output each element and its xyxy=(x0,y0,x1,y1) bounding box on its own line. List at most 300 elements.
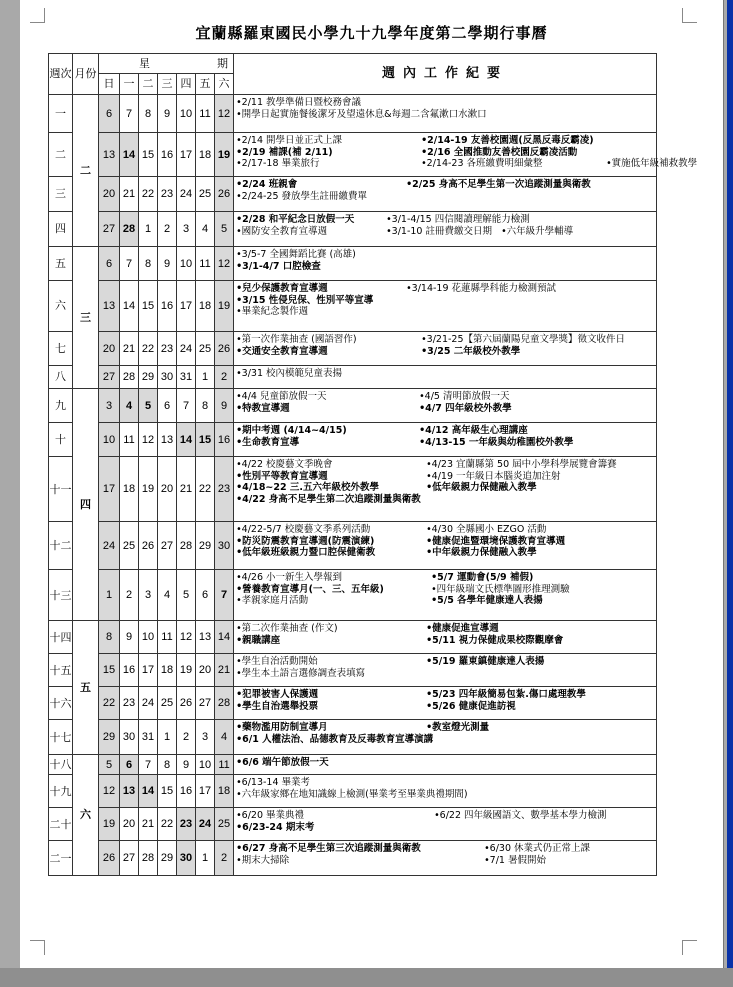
date-cell: 10 xyxy=(139,621,158,654)
day-header: 四 xyxy=(177,74,196,95)
month-header: 月份 xyxy=(73,54,99,95)
date-cell: 29 xyxy=(196,522,215,570)
note-item: •4/22 身高不足學生第二次追蹤測量與衛教 xyxy=(236,493,421,505)
date-cell: 14 xyxy=(120,133,139,177)
date-cell: 1 xyxy=(139,212,158,247)
calendar-table xyxy=(48,53,698,876)
date-cell: 19 xyxy=(139,457,158,522)
note-line xyxy=(236,571,654,583)
note-item: •6/22 四年級國語文、數學基本學力檢測 xyxy=(434,810,607,821)
note-line xyxy=(236,546,654,558)
note-item: •健康促進暨環境保護教育宣導週 xyxy=(426,535,566,547)
note-item: •期中考週 (4/14~4/15) xyxy=(236,425,347,436)
date-cell: 24 xyxy=(99,522,120,570)
week-number: 六 xyxy=(49,281,73,332)
date-cell: 16 xyxy=(215,423,234,457)
week-number: 二一 xyxy=(49,841,73,876)
week-row xyxy=(49,95,657,133)
date-cell: 20 xyxy=(99,332,120,366)
date-cell: 23 xyxy=(177,808,196,841)
note-item: •第一次作業抽查 (國語習作) xyxy=(236,334,357,345)
date-cell: 15 xyxy=(99,654,120,687)
week-work-notes xyxy=(234,457,657,522)
week-row xyxy=(49,621,657,654)
week-work-notes xyxy=(234,177,657,212)
note-item: •3/14-19 花蓮縣學科能力檢測預試 xyxy=(406,283,557,294)
date-cell: 6 xyxy=(196,570,215,621)
note-line xyxy=(236,225,654,237)
work-title: 週內工作紀要 xyxy=(382,66,509,81)
date-cell: 31 xyxy=(177,366,196,389)
note-line xyxy=(236,700,654,712)
note-line xyxy=(236,842,654,854)
date-cell: 28 xyxy=(177,522,196,570)
note-item: •親職講座 xyxy=(236,634,281,646)
week-work-notes xyxy=(234,841,657,876)
date-cell: 26 xyxy=(215,177,234,212)
date-cell: 2 xyxy=(158,212,177,247)
date-cell: 10 xyxy=(177,95,196,133)
date-cell: 28 xyxy=(120,366,139,389)
note-item: •六年級升學輔導 xyxy=(501,225,574,237)
date-cell: 8 xyxy=(196,389,215,423)
note-item: •5/19 羅東鎮健康達人表揚 xyxy=(426,656,545,667)
date-cell: 17 xyxy=(196,775,215,808)
note-item: •3/1-4/15 四信閱讀理解能力檢測 xyxy=(386,214,530,225)
date-cell: 6 xyxy=(99,95,120,133)
note-item: •2/14-19 友善校園週(反黑反毒反霸凌) xyxy=(421,135,594,146)
note-item: •六年級家鄉在地知識線上檢測(畢業考至畢業典禮期間) xyxy=(236,788,468,800)
note-line xyxy=(236,345,654,357)
week-work-notes xyxy=(234,133,698,177)
week-work-notes xyxy=(234,570,657,621)
note-item: •學生自治選舉投票 xyxy=(236,700,319,712)
week-row xyxy=(49,654,657,687)
date-cell: 7 xyxy=(120,247,139,281)
note-item: •交通安全教育宣導週 xyxy=(236,345,328,357)
date-cell: 23 xyxy=(120,687,139,720)
note-item: •學生本土語言選修調查表填寫 xyxy=(236,667,366,679)
date-cell: 4 xyxy=(196,212,215,247)
note-line xyxy=(236,436,654,448)
day-header: 一 xyxy=(120,74,139,95)
note-item: •生命教育宣導 xyxy=(236,436,300,448)
week-number: 十一 xyxy=(49,457,73,522)
note-item: •兒少保護教育宣導週 xyxy=(236,283,328,294)
note-item: •4/13-15 一年級與幼稚園校外教學 xyxy=(419,436,574,448)
note-item: •3/31 校內模範兒童表揚 xyxy=(236,368,343,379)
date-cell: 19 xyxy=(177,654,196,687)
period-label: 期 xyxy=(217,56,228,70)
date-cell: 4 xyxy=(158,570,177,621)
note-line xyxy=(236,493,654,505)
note-item: •3/15 性侵兒保、性別平等宣導 xyxy=(236,294,374,306)
date-cell: 28 xyxy=(215,687,234,720)
date-cell: 5 xyxy=(215,212,234,247)
note-item: •3/5-7 全國舞蹈比賽 (高雄) xyxy=(236,249,356,260)
date-cell: 22 xyxy=(139,177,158,212)
note-item: •防災防震教育宣導週(防震演練) xyxy=(236,535,375,547)
date-cell: 1 xyxy=(196,366,215,389)
week-number: 十三 xyxy=(49,570,73,621)
week-work-notes xyxy=(234,332,657,366)
week-row xyxy=(49,177,657,212)
date-cell: 21 xyxy=(215,654,234,687)
date-cell: 7 xyxy=(139,755,158,775)
date-cell: 12 xyxy=(177,621,196,654)
weekday-header xyxy=(99,54,234,74)
date-cell: 11 xyxy=(196,95,215,133)
week-number: 二 xyxy=(49,133,73,177)
note-line xyxy=(236,424,654,436)
week-work-notes xyxy=(234,522,657,570)
date-cell: 22 xyxy=(139,332,158,366)
note-item: •藥物濫用防制宣導月 xyxy=(236,722,328,733)
date-cell: 4 xyxy=(120,389,139,423)
note-line xyxy=(236,282,654,294)
week-work-notes xyxy=(234,687,657,720)
note-line xyxy=(236,776,654,788)
week-number: 十六 xyxy=(49,687,73,720)
date-cell: 30 xyxy=(177,841,196,876)
note-item: •6/23-24 期末考 xyxy=(236,821,315,833)
date-cell: 14 xyxy=(215,621,234,654)
date-cell: 13 xyxy=(158,423,177,457)
week-number: 十九 xyxy=(49,775,73,808)
scrollbar-edge[interactable] xyxy=(727,0,733,987)
margin-mark xyxy=(30,940,45,955)
date-cell: 30 xyxy=(158,366,177,389)
week-number: 九 xyxy=(49,389,73,423)
date-cell: 17 xyxy=(177,133,196,177)
page-title: 宜蘭縣羅東國民小學九十九學年度第二學期行事曆 xyxy=(195,24,548,42)
week-number: 三 xyxy=(49,177,73,212)
note-item: •2/17-18 畢業旅行 xyxy=(236,158,320,169)
week-number: 五 xyxy=(49,247,73,281)
date-cell: 22 xyxy=(196,457,215,522)
week-row xyxy=(49,457,657,522)
date-cell: 13 xyxy=(196,621,215,654)
week-number: 七 xyxy=(49,332,73,366)
note-item: •低年級親力保健融入教學 xyxy=(426,482,537,493)
date-cell: 27 xyxy=(120,841,139,876)
week-number: 二十 xyxy=(49,808,73,841)
note-line xyxy=(236,190,654,202)
month-label: 三 xyxy=(73,247,99,389)
date-cell: 14 xyxy=(177,423,196,457)
date-cell: 27 xyxy=(99,212,120,247)
note-line xyxy=(236,481,654,493)
date-cell: 9 xyxy=(177,755,196,775)
note-item: •4/19 一年級日本腦炎追加注射 xyxy=(426,470,561,482)
date-cell: 10 xyxy=(177,247,196,281)
note-line xyxy=(236,294,654,306)
note-item: •四年級瑞文氏標準圖形推理測驗 xyxy=(431,583,570,595)
date-cell: 9 xyxy=(158,247,177,281)
date-cell: 5 xyxy=(177,570,196,621)
note-item: •3/25 二年級校外教學 xyxy=(421,345,521,357)
note-item: •健康促進宣導週 xyxy=(426,623,499,634)
date-cell: 3 xyxy=(99,389,120,423)
note-line xyxy=(236,655,654,667)
week-row xyxy=(49,570,657,621)
date-cell: 9 xyxy=(158,95,177,133)
date-cell: 25 xyxy=(196,332,215,366)
note-line xyxy=(236,458,654,470)
date-cell: 17 xyxy=(139,654,158,687)
date-cell: 31 xyxy=(139,720,158,755)
note-item: •4/23 宜蘭縣第 50 屆中小學科學展覽會籌賽 xyxy=(426,459,617,470)
week-number: 十七 xyxy=(49,720,73,755)
date-cell: 11 xyxy=(158,621,177,654)
date-cell: 27 xyxy=(99,366,120,389)
note-item: •教室燈光測量 xyxy=(426,722,490,733)
week-work-notes xyxy=(234,720,657,755)
week-work-notes xyxy=(234,212,657,247)
note-item: •5/23 四年級簡易包紮.傷口處理教學 xyxy=(426,689,586,700)
day-header: 二 xyxy=(139,74,158,95)
week-row xyxy=(49,755,657,775)
date-cell: 1 xyxy=(158,720,177,755)
note-item: •2/24 班親會 xyxy=(236,179,298,190)
week-number: 十八 xyxy=(49,755,73,775)
date-cell: 15 xyxy=(139,281,158,332)
week-work-notes xyxy=(234,281,657,332)
date-cell: 21 xyxy=(177,457,196,522)
note-item: •3/1-10 註冊費繳交日期 xyxy=(386,225,492,237)
note-line xyxy=(236,248,654,260)
date-cell: 23 xyxy=(215,457,234,522)
note-item: •6/20 畢業典禮 xyxy=(236,810,305,821)
date-cell: 1 xyxy=(196,841,215,876)
date-cell: 9 xyxy=(120,621,139,654)
work-title-header xyxy=(234,54,657,95)
margin-mark xyxy=(682,940,697,955)
note-item: •6/30 休業式仍正常上課 xyxy=(484,843,591,854)
week-row xyxy=(49,332,657,366)
date-cell: 8 xyxy=(139,247,158,281)
date-cell: 1 xyxy=(99,570,120,621)
week-row xyxy=(49,720,657,755)
date-cell: 20 xyxy=(158,457,177,522)
week-number: 十四 xyxy=(49,621,73,654)
date-cell: 3 xyxy=(196,720,215,755)
week-number: 四 xyxy=(49,212,73,247)
week-work-notes xyxy=(234,621,657,654)
date-cell: 17 xyxy=(99,457,120,522)
note-item: •6/13-14 畢業考 xyxy=(236,777,311,788)
margin-mark xyxy=(682,8,697,23)
week-number: 十 xyxy=(49,423,73,457)
note-item: •5/26 健康促進訪視 xyxy=(426,700,516,712)
note-line xyxy=(236,535,654,547)
note-item: •營養教育宣導月(一、三、五年級) xyxy=(236,583,384,595)
date-cell: 21 xyxy=(120,332,139,366)
date-cell: 19 xyxy=(215,133,234,177)
week-row xyxy=(49,687,657,720)
week-header: 週次 xyxy=(49,54,73,95)
date-cell: 13 xyxy=(99,281,120,332)
note-item: •2/14-23 各班繳費明細彙整 xyxy=(421,158,543,169)
date-cell: 24 xyxy=(177,177,196,212)
date-cell: 29 xyxy=(158,841,177,876)
date-cell: 28 xyxy=(120,212,139,247)
note-item: •6/1 人權法治、品德教育及反毒教育宣導演講 xyxy=(236,733,434,745)
note-line xyxy=(236,733,654,745)
date-cell: 23 xyxy=(158,332,177,366)
note-item: •2/14 開學日並正式上課 xyxy=(236,135,343,146)
date-cell: 6 xyxy=(99,247,120,281)
date-cell: 24 xyxy=(177,332,196,366)
note-line xyxy=(236,622,654,634)
date-cell: 20 xyxy=(196,654,215,687)
note-line xyxy=(236,594,654,606)
note-line xyxy=(236,788,654,800)
note-item: •4/5 清明節放假一天 xyxy=(419,391,510,402)
week-row xyxy=(49,522,657,570)
date-cell: 26 xyxy=(215,332,234,366)
note-item: •5/7 運動會(5/9 補假) xyxy=(431,572,534,583)
week-work-notes xyxy=(234,247,657,281)
note-item: •中年級親力保健融入教學 xyxy=(426,547,537,558)
note-item: •4/18~22 三.五六年級校外教學 xyxy=(236,482,380,493)
note-item: •學生自治活動開始 xyxy=(236,656,318,667)
date-cell: 7 xyxy=(120,95,139,133)
date-cell: 15 xyxy=(158,775,177,808)
date-cell: 13 xyxy=(120,775,139,808)
date-cell: 8 xyxy=(99,621,120,654)
date-cell: 11 xyxy=(196,247,215,281)
week-row xyxy=(49,133,657,177)
date-cell: 17 xyxy=(177,281,196,332)
note-line xyxy=(236,146,654,158)
note-line xyxy=(236,367,654,379)
date-cell: 25 xyxy=(158,687,177,720)
note-item: •2/11 教學準備日暨校務會議 xyxy=(236,97,362,108)
week-row xyxy=(49,808,657,841)
month-label: 四 xyxy=(73,389,99,621)
status-strip xyxy=(0,968,733,987)
note-item: •2/16 全國推動友善校園反霸凌活動 xyxy=(421,146,578,158)
date-cell: 11 xyxy=(215,755,234,775)
note-line xyxy=(236,260,654,272)
note-item: •3/1-4/7 口腔檢查 xyxy=(236,260,321,272)
date-cell: 27 xyxy=(158,522,177,570)
note-item: •2/19 補課(補 2/11) xyxy=(236,146,333,158)
note-item: •期末大掃除 xyxy=(236,854,290,866)
date-cell: 22 xyxy=(99,687,120,720)
date-cell: 26 xyxy=(177,687,196,720)
note-item: •實施低年級補救教學 xyxy=(606,158,698,169)
date-cell: 6 xyxy=(158,389,177,423)
date-cell: 12 xyxy=(215,247,234,281)
note-item: •7/1 暑假開始 xyxy=(484,854,546,866)
week-work-notes xyxy=(234,423,657,457)
week-work-notes xyxy=(234,775,657,808)
week-number: 十二 xyxy=(49,522,73,570)
date-cell: 14 xyxy=(120,281,139,332)
note-item: •國防安全教育宣導週 xyxy=(236,225,328,237)
date-cell: 13 xyxy=(99,133,120,177)
note-line xyxy=(236,667,654,679)
note-line xyxy=(236,402,654,414)
note-line xyxy=(236,854,654,866)
note-item: •4/12 高年級生心理講座 xyxy=(419,425,528,436)
date-cell: 16 xyxy=(158,281,177,332)
date-cell: 20 xyxy=(99,177,120,212)
day-header: 六 xyxy=(215,74,234,95)
date-cell: 16 xyxy=(177,775,196,808)
note-item: •2/28 和平紀念日放假一天 xyxy=(236,214,355,225)
week-work-notes xyxy=(234,654,657,687)
week-number: 一 xyxy=(49,95,73,133)
week-row xyxy=(49,423,657,457)
note-line xyxy=(236,523,654,535)
week-number: 八 xyxy=(49,366,73,389)
date-cell: 25 xyxy=(196,177,215,212)
date-cell: 18 xyxy=(158,654,177,687)
date-cell: 12 xyxy=(139,423,158,457)
star-label: 星 xyxy=(139,56,150,70)
date-cell: 3 xyxy=(177,212,196,247)
note-line xyxy=(236,821,654,833)
note-item: •4/22 校慶藝文季晚會 xyxy=(236,459,333,470)
week-row xyxy=(49,281,657,332)
date-cell: 16 xyxy=(120,654,139,687)
note-item: •6/27 身高不足學生第三次追蹤測量與衛教 xyxy=(236,843,421,854)
week-work-notes xyxy=(234,389,657,423)
note-line xyxy=(236,157,698,169)
day-header: 日 xyxy=(99,74,120,95)
date-cell: 15 xyxy=(139,133,158,177)
date-cell: 7 xyxy=(177,389,196,423)
note-item: •3/21-25【第六屆蘭陽兒童文學獎】徵文收件日 xyxy=(421,334,626,345)
date-cell: 30 xyxy=(215,522,234,570)
date-cell: 27 xyxy=(196,687,215,720)
note-line xyxy=(236,583,654,595)
date-cell: 2 xyxy=(120,570,139,621)
note-item: •4/4 兒童節放假一天 xyxy=(236,391,327,402)
date-cell: 18 xyxy=(196,281,215,332)
date-cell: 25 xyxy=(120,522,139,570)
note-line xyxy=(236,178,654,190)
date-cell: 19 xyxy=(99,808,120,841)
date-cell: 29 xyxy=(139,366,158,389)
note-line xyxy=(236,134,654,146)
month-label: 六 xyxy=(73,755,99,876)
note-item: •6/6 端午節放假一天 xyxy=(236,757,329,768)
date-cell: 8 xyxy=(139,95,158,133)
date-cell: 12 xyxy=(215,95,234,133)
note-item: •4/7 四年級校外教學 xyxy=(419,402,512,414)
date-cell: 12 xyxy=(99,775,120,808)
date-cell: 2 xyxy=(215,841,234,876)
note-line xyxy=(236,305,654,317)
week-row xyxy=(49,366,657,389)
date-cell: 11 xyxy=(120,423,139,457)
date-cell: 20 xyxy=(120,808,139,841)
week-row xyxy=(49,212,657,247)
date-cell: 22 xyxy=(158,808,177,841)
date-cell: 6 xyxy=(120,755,139,775)
date-cell: 18 xyxy=(120,457,139,522)
note-line xyxy=(236,721,654,733)
date-cell: 24 xyxy=(139,687,158,720)
date-cell: 18 xyxy=(215,775,234,808)
date-cell: 9 xyxy=(215,389,234,423)
note-line xyxy=(236,756,654,768)
date-cell: 10 xyxy=(196,755,215,775)
